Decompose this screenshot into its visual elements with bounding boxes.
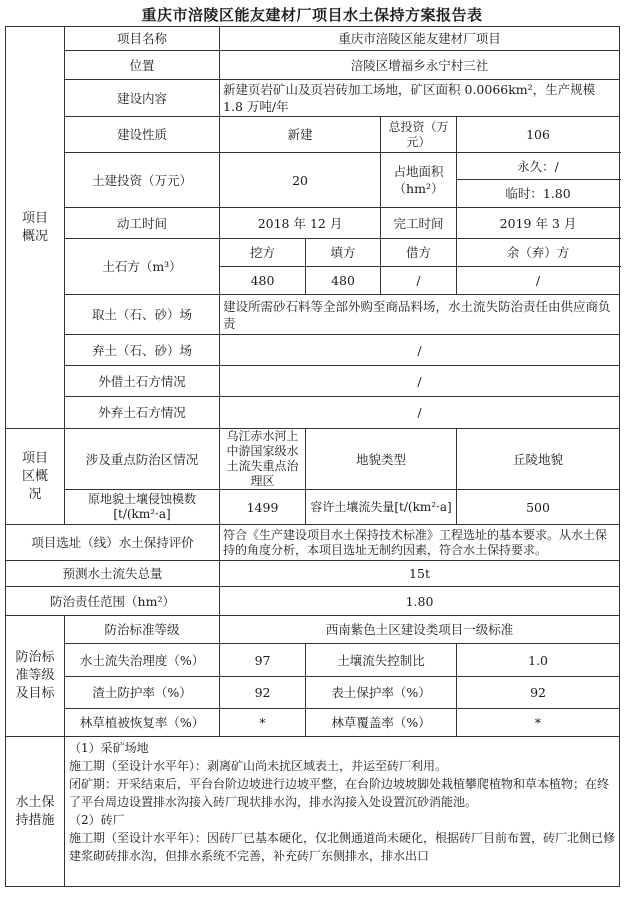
label-topsoil-protection-rate: 表土保护率（%） bbox=[306, 677, 457, 709]
label-start-time: 动工时间 bbox=[65, 208, 220, 239]
earthwork-value-borrow: / bbox=[381, 267, 457, 295]
report-table bbox=[5, 26, 620, 887]
label-construction-content: 建设内容 bbox=[65, 80, 220, 117]
measures-line: （2）砖厂 bbox=[69, 813, 125, 827]
value-borrow-site: 建设所需砂石料等全部外购至商品料场，水土流失防治责任由供应商负责 bbox=[220, 295, 620, 335]
value-vegetation-coverage: * bbox=[457, 709, 620, 737]
value-construction-content: 新建页岩矿山及页岩砖加工场地，矿区面积 0.0066km²，生产规模 1.8 万吨/年 bbox=[220, 80, 620, 117]
label-allowable-loss: 容许土壤流失量[t/(km²·a] bbox=[306, 490, 457, 525]
label-standard-level: 防治标准等级 bbox=[65, 616, 220, 644]
value-total-investment: 106 bbox=[457, 117, 620, 153]
measures-line: 闭矿期：开采结束后，平台台阶边坡进行边坡平整，在台阶边坡坡脚处栽植攀爬植物和草本植物；在终了平台周边设置排水沟接入砖厂现状排水沟，排水沟接入处设置沉砂消能池。 bbox=[69, 777, 610, 809]
earthwork-value-excavation: 480 bbox=[220, 267, 306, 295]
value-start-time: 2018 年 12 月 bbox=[220, 208, 381, 239]
value-external-spoil: / bbox=[220, 397, 620, 429]
value-erosion-control-degree: 97 bbox=[220, 644, 306, 677]
value-civil-investment: 20 bbox=[220, 153, 381, 208]
label-predicted-loss: 预测水土流失总量 bbox=[6, 561, 220, 587]
label-soil-loss-ratio: 土壤流失控制比 bbox=[306, 644, 457, 677]
earthwork-header-fill: 填方 bbox=[306, 239, 381, 267]
earthwork-value-fill: 480 bbox=[306, 267, 381, 295]
earthwork-value-spoil: / bbox=[457, 267, 620, 295]
value-project-name: 重庆市涪陵区能友建材厂项目 bbox=[220, 27, 620, 51]
measures-line: 施工期（至设计水平年）：因砖厂已基本硬化，仅北侧通道尚未硬化，根据砖厂目前布置，砖厂北侧已修建浆砌砖排水沟，但排水系统不完善，补充砖厂东侧排水，排水出口 bbox=[69, 831, 616, 863]
value-responsibility-area: 1.80 bbox=[220, 587, 620, 616]
measures-content bbox=[65, 737, 620, 887]
section-label-region: 项目 区概 况 bbox=[6, 429, 65, 525]
label-erosion-control-degree: 水土流失治理度（%） bbox=[65, 644, 220, 677]
label-borrow-site: 取土（石、砂）场 bbox=[65, 295, 220, 335]
value-area-temporary: 临时：1.80 bbox=[457, 180, 620, 208]
label-spoil-site: 弃土（石、砂）场 bbox=[65, 335, 220, 366]
value-soil-loss-ratio: 1.0 bbox=[457, 644, 620, 677]
label-external-borrow: 外借土石方情况 bbox=[65, 366, 220, 397]
measures-line: （1）采矿场地 bbox=[69, 741, 149, 755]
label-location: 位置 bbox=[65, 51, 220, 80]
value-end-time: 2019 年 3 月 bbox=[457, 208, 620, 239]
label-responsibility-area: 防治责任范围（hm²） bbox=[6, 587, 220, 616]
label-spoil-protection-rate: 渣土防护率（%） bbox=[65, 677, 220, 709]
value-spoil-site: / bbox=[220, 335, 620, 366]
label-key-zone: 涉及重点防治区情况 bbox=[65, 429, 220, 490]
label-total-investment: 总投资（万元） bbox=[381, 117, 457, 153]
label-land-area: 占地面积（hm²） bbox=[381, 153, 457, 208]
label-vegetation-restoration: 林草植被恢复率（%） bbox=[65, 709, 220, 737]
label-external-spoil: 外弃土石方情况 bbox=[65, 397, 220, 429]
section-label-overview: 项目 概况 bbox=[6, 27, 65, 429]
label-erosion-modulus: 原地貌土壤侵蚀模数[t/(km²·a] bbox=[65, 490, 220, 525]
value-key-zone: 乌江赤水河上中游国家级水土流失重点治理区 bbox=[220, 429, 306, 490]
label-civil-investment: 土建投资（万元） bbox=[65, 153, 220, 208]
earthwork-header-borrow: 借方 bbox=[381, 239, 457, 267]
page-title: 重庆市涪陵区能友建材厂项目水土保持方案报告表 bbox=[141, 6, 483, 24]
label-earthwork: 土石方（m³） bbox=[65, 239, 220, 295]
label-construction-nature: 建设性质 bbox=[65, 117, 220, 153]
measures-line: 施工期（至设计水平年）：剥离矿山尚未扰区域表土，并运至砖厂利用。 bbox=[69, 759, 448, 773]
value-area-permanent: 永久：/ bbox=[457, 153, 620, 180]
value-external-borrow: / bbox=[220, 366, 620, 397]
earthwork-header-excavation: 挖方 bbox=[220, 239, 306, 267]
value-spoil-protection-rate: 92 bbox=[220, 677, 306, 709]
label-vegetation-coverage: 林草覆盖率（%） bbox=[306, 709, 457, 737]
value-vegetation-restoration: * bbox=[220, 709, 306, 737]
value-construction-nature: 新建 bbox=[220, 117, 381, 153]
value-allowable-loss: 500 bbox=[457, 490, 620, 525]
earthwork-header-spoil: 余（弃）方 bbox=[457, 239, 620, 267]
section-label-measures: 水土保 持措施 bbox=[6, 737, 65, 887]
value-location: 涪陵区增福乡永宁村三社 bbox=[220, 51, 620, 80]
label-project-name: 项目名称 bbox=[65, 27, 220, 51]
value-standard-level: 西南紫色土区建设类项目一级标准 bbox=[220, 616, 620, 644]
label-site-evaluation: 项目选址（线）水土保持评价 bbox=[6, 525, 220, 561]
value-predicted-loss: 15t bbox=[220, 561, 620, 587]
value-landform: 丘陵地貌 bbox=[457, 429, 620, 490]
label-landform: 地貌类型 bbox=[306, 429, 457, 490]
value-topsoil-protection-rate: 92 bbox=[457, 677, 620, 709]
section-label-standards: 防治标 准等级 及目标 bbox=[6, 616, 65, 737]
label-end-time: 完工时间 bbox=[381, 208, 457, 239]
value-erosion-modulus: 1499 bbox=[220, 490, 306, 525]
value-site-evaluation: 符合《生产建设项目水土保持技术标准》工程选址的基本要求。从水土保持的角度分析，本项目选址无制约因素，符合水土保持要求。 bbox=[220, 525, 620, 561]
